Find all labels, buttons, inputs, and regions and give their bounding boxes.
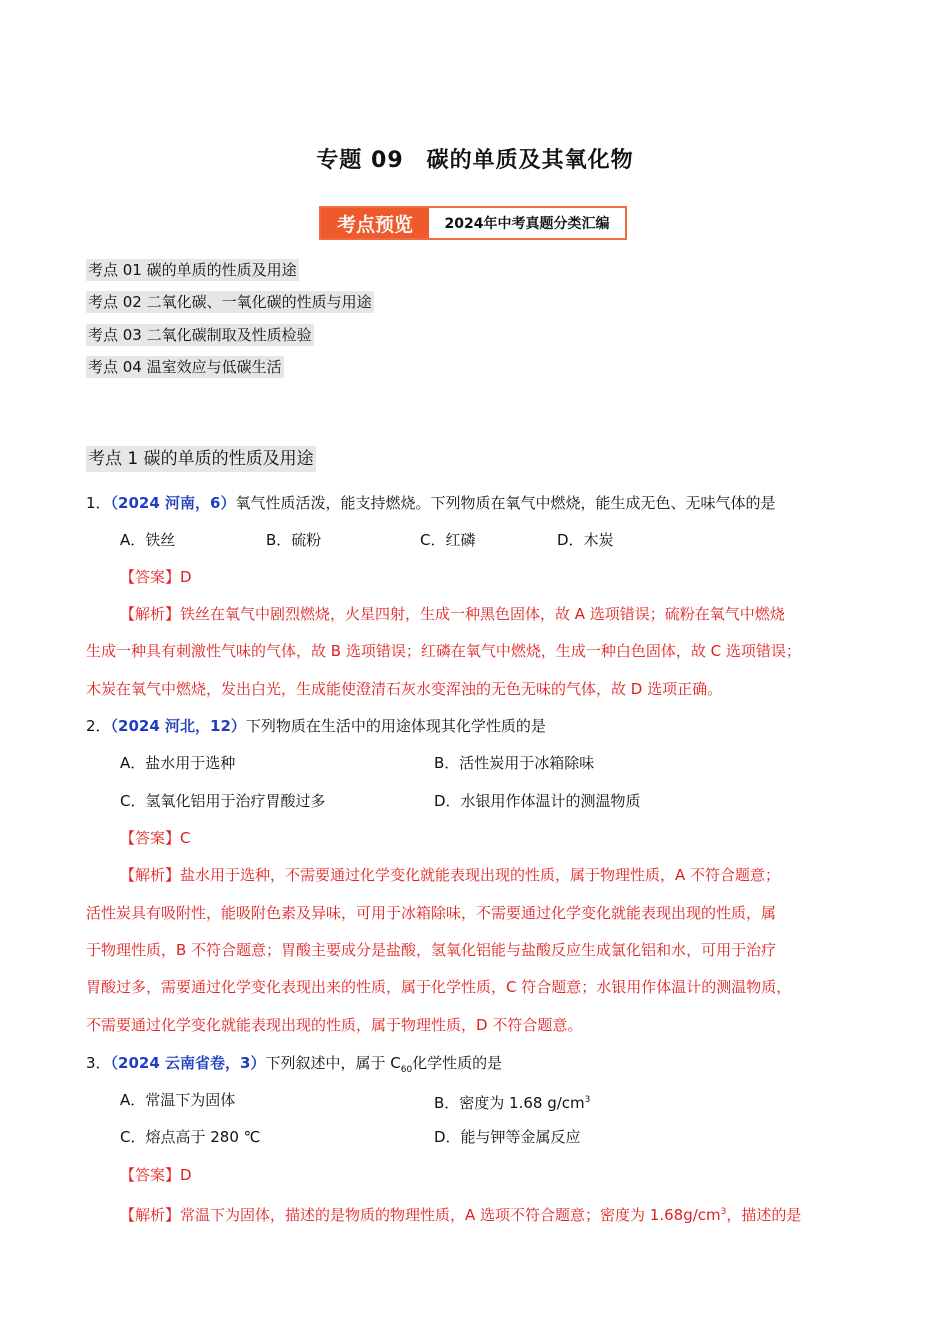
page-title: 专题 09 碳的单质及其氧化物 — [316, 148, 634, 173]
q1-analysis-line: 木炭在氧气中燃烧，发出白光，生成能使澄清石灰水变浑浊的无色无味的气体，故 D 选项正确。 — [86, 680, 723, 698]
q1-option-b: B．硫粉 — [266, 531, 322, 549]
toc-item-04: 考点 04 温室效应与低碳生活 — [88, 358, 282, 376]
q1-option-d: D．木炭 — [557, 531, 614, 549]
question-2 — [86, 716, 546, 736]
question-source: （2024 河南，6） — [110, 494, 236, 512]
q2-analysis-line: 胃酸过多，需要通过化学变化表现出来的性质，属于化学性质，C 符合题意；水银用作体温计的测温物质， — [86, 978, 792, 996]
q1-option-a: A．铁丝 — [120, 531, 176, 549]
preview-banner — [319, 206, 627, 240]
q3-answer: 【答案】D — [120, 1166, 192, 1184]
banner-label: 考点预览 — [321, 208, 429, 238]
q1-answer: 【答案】D — [120, 568, 192, 586]
q2-analysis-line: 于物理性质，B 不符合题意；胃酸主要成分是盐酸，氢氧化铝能与盐酸反应生成氯化铝和水，可用于治疗 — [86, 941, 777, 959]
toc-item-01: 考点 01 碳的单质的性质及用途 — [88, 261, 297, 279]
question-number: 2． — [86, 717, 111, 735]
q2-option-d: D．水银用作体温计的测温物质 — [434, 792, 641, 810]
q1-analysis-line: 【解析】铁丝在氧气中剧烈燃烧，火星四射，生成一种黑色固体，故 A 选项错误；硫粉在氧气中燃烧 — [120, 605, 785, 623]
superscript: 3 — [720, 1207, 727, 1217]
question-stem: 下列叙述中，属于 C — [265, 1054, 401, 1072]
question-number: 1． — [86, 494, 111, 512]
question-stem: 氧气性质活泼，能支持燃烧。下列物质在氧气中燃烧，能生成无色、无味气体的是 — [235, 494, 776, 512]
section-heading: 考点 1 碳的单质的性质及用途 — [86, 446, 316, 472]
q3-option-a: A．常温下为固体 — [120, 1091, 236, 1109]
banner-subtitle: 2024年中考真题分类汇编 — [444, 216, 610, 232]
q3-option-b — [434, 1090, 590, 1113]
q3-analysis-line — [120, 1202, 801, 1225]
q3-option-c: C．熔点高于 280 ℃ — [120, 1128, 261, 1146]
q2-option-c: C．氢氧化铝用于治疗胃酸过多 — [120, 792, 326, 810]
q2-analysis-line: 【解析】盐水用于选种，不需要通过化学变化就能表现出现的性质，属于物理性质，A 不符合题意； — [120, 866, 781, 884]
question-stem: 下列物质在生活中的用途体现其化学性质的是 — [245, 717, 546, 735]
question-1 — [86, 493, 775, 513]
toc-item-02: 考点 02 二氧化碳、一氧化碳的性质与用途 — [88, 293, 372, 311]
q3-option-d: D．能与钾等金属反应 — [434, 1128, 581, 1146]
question-source: （2024 云南省卷，3） — [110, 1054, 266, 1072]
q1-analysis-line: 生成一种具有刺激性气味的气体，故 B 选项错误；红磷在氧气中燃烧，生成一种白色固体，故 C 选项错误； — [86, 642, 801, 660]
q2-option-b: B．活性炭用于冰箱除味 — [434, 754, 595, 772]
question-stem-tail: 化学性质的是 — [412, 1054, 503, 1072]
subscript: 60 — [400, 1065, 413, 1075]
superscript: 3 — [584, 1095, 591, 1105]
question-source: （2024 河北，12） — [110, 717, 246, 735]
q2-answer: 【答案】C — [120, 829, 191, 847]
q1-option-c: C．红磷 — [420, 531, 476, 549]
q3-analysis-text: 【解析】常温下为固体，描述的是物质的物理性质，A 选项不符合题意；密度为 1.68g/cm — [120, 1206, 721, 1224]
q3-option-b-text: B．密度为 1.68 g/cm — [434, 1094, 585, 1112]
q2-analysis-line: 不需要通过化学变化就能表现出现的性质，属于物理性质，D 不符合题意。 — [86, 1016, 583, 1034]
q2-option-a: A．盐水用于选种 — [120, 754, 236, 772]
question-3 — [86, 1053, 502, 1080]
question-number: 3． — [86, 1054, 111, 1072]
q3-analysis-tail: ，描述的是 — [726, 1206, 802, 1224]
q2-analysis-line: 活性炭具有吸附性，能吸附色素及异味，可用于冰箱除味，不需要通过化学变化就能表现出现的性质，属 — [86, 904, 777, 922]
toc-item-03: 考点 03 二氧化碳制取及性质检验 — [88, 326, 312, 344]
